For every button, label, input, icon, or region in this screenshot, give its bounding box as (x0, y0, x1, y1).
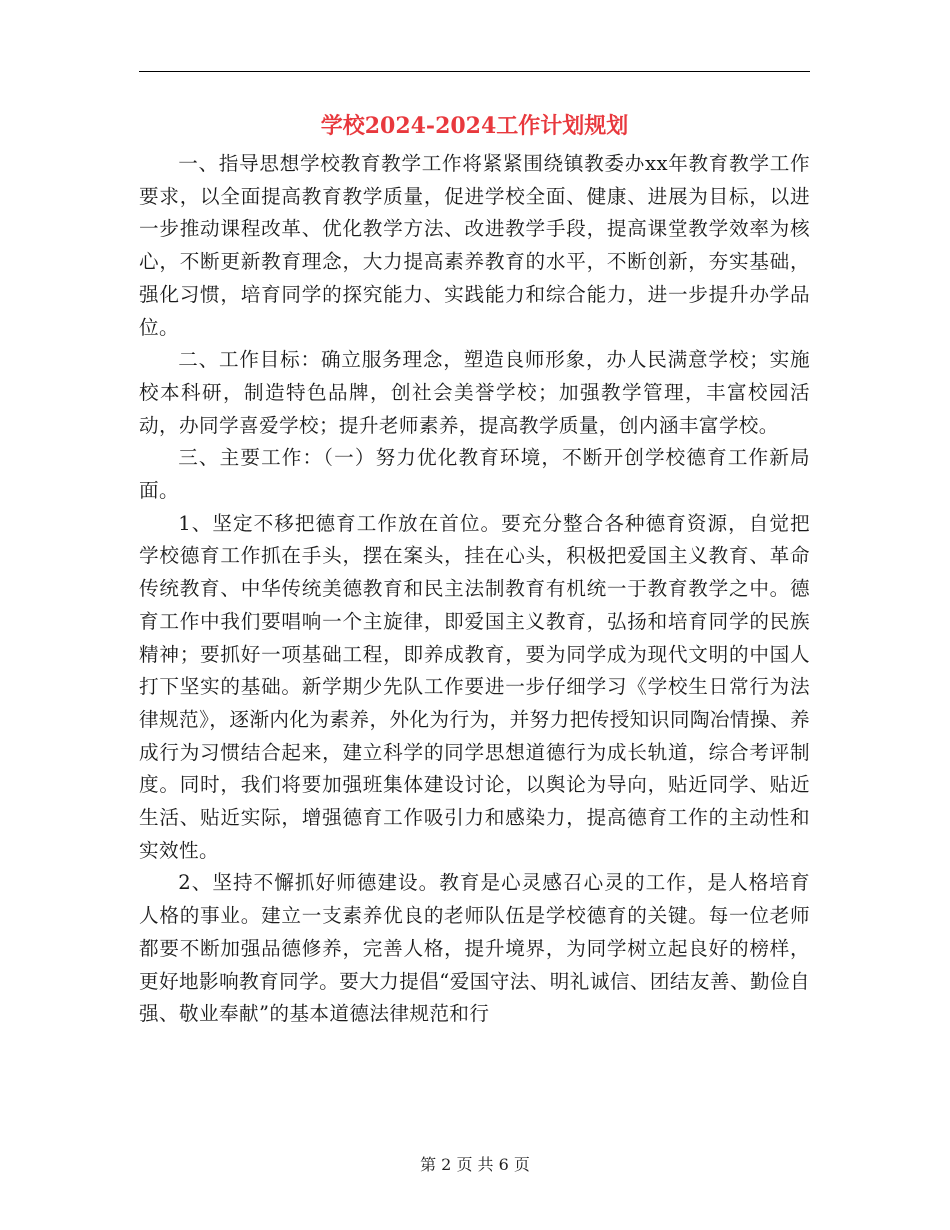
header-rule (139, 71, 810, 72)
paragraph-work-goals: 二、工作目标：确立服务理念，塑造良师形象，办人民满意学校；实施校本科研，制造特色品牌，创社会美誉学校；加强教学管理，丰富校园活动，办同学喜爱学校；提升老师素养，提高教学质量，创内涵丰富学校。 (139, 348, 810, 437)
paragraph-guiding-ideology: 一、指导思想学校教育教学工作将紧紧围绕镇教委办xx年教育教学工作要求，以全面提高教育教学质量，促进学校全面、健康、进展为目标，以进一步推动课程改革、优化教学方法、改进教学手段，提高课堂教学效率为核心，不断更新教育理念，大力提高素养教育的水平，不断创新，夯实基础，强化习惯，培育同学的探究能力、实践能力和综合能力，进一步提升办学品位。 (139, 152, 810, 339)
paragraph-teacher-ethics: 2、坚持不懈抓好师德建设。教育是心灵感召心灵的工作，是人格培育人格的事业。建立一支素养优良的老师队伍是学校德育的关键。每一位老师都要不断加强品德修养，完善人格，提升境界，为同学树立起良好的榜样，更好地影响教育同学。要大力提倡“爱国守法、明礼诚信、团结友善、勤俭自强、敬业奉献”的基本道德法律规范和行 (139, 871, 810, 1026)
paragraph-main-work: 三、主要工作：（一）努力优化教育环境，不断开创学校德育工作新局面。 (139, 446, 810, 503)
paragraph-moral-education: 1、坚定不移把德育工作放在首位。要充分整合各种德育资源，自觉把学校德育工作抓在手头，摆在案头，挂在心头，积极把爱国主义教育、革命传统教育、中华传统美德教育和民主法制教育有机统一于教育教学之中。德育工作中我们要唱响一个主旋律，即爱国主义教育，弘扬和培育同学的民族精神；要抓好一项基础工程，即养成教育，要为同学成为现代文明的中国人打下坚实的基础。新学期少先队工作要进一步仔细学习《学校生日常行为法律规范》，逐渐内化为素养，外化为行为，并努力把传授知识同陶冶情操、养成行为习惯结合起来，建立科学的同学思想道德行为成长轨道，综合考评制度。同时，我们将要加强班集体建设讨论，以舆论为导向，贴近同学、贴近生活、贴近实际，增强德育工作吸引力和感染力，提高德育工作的主动性和实效性。 (139, 511, 810, 862)
page-footer: 第 2 页 共 6 页 (420, 1155, 530, 1174)
document-body (139, 148, 810, 1031)
document-title: 学校2024-2024工作计划规划 (320, 113, 629, 139)
